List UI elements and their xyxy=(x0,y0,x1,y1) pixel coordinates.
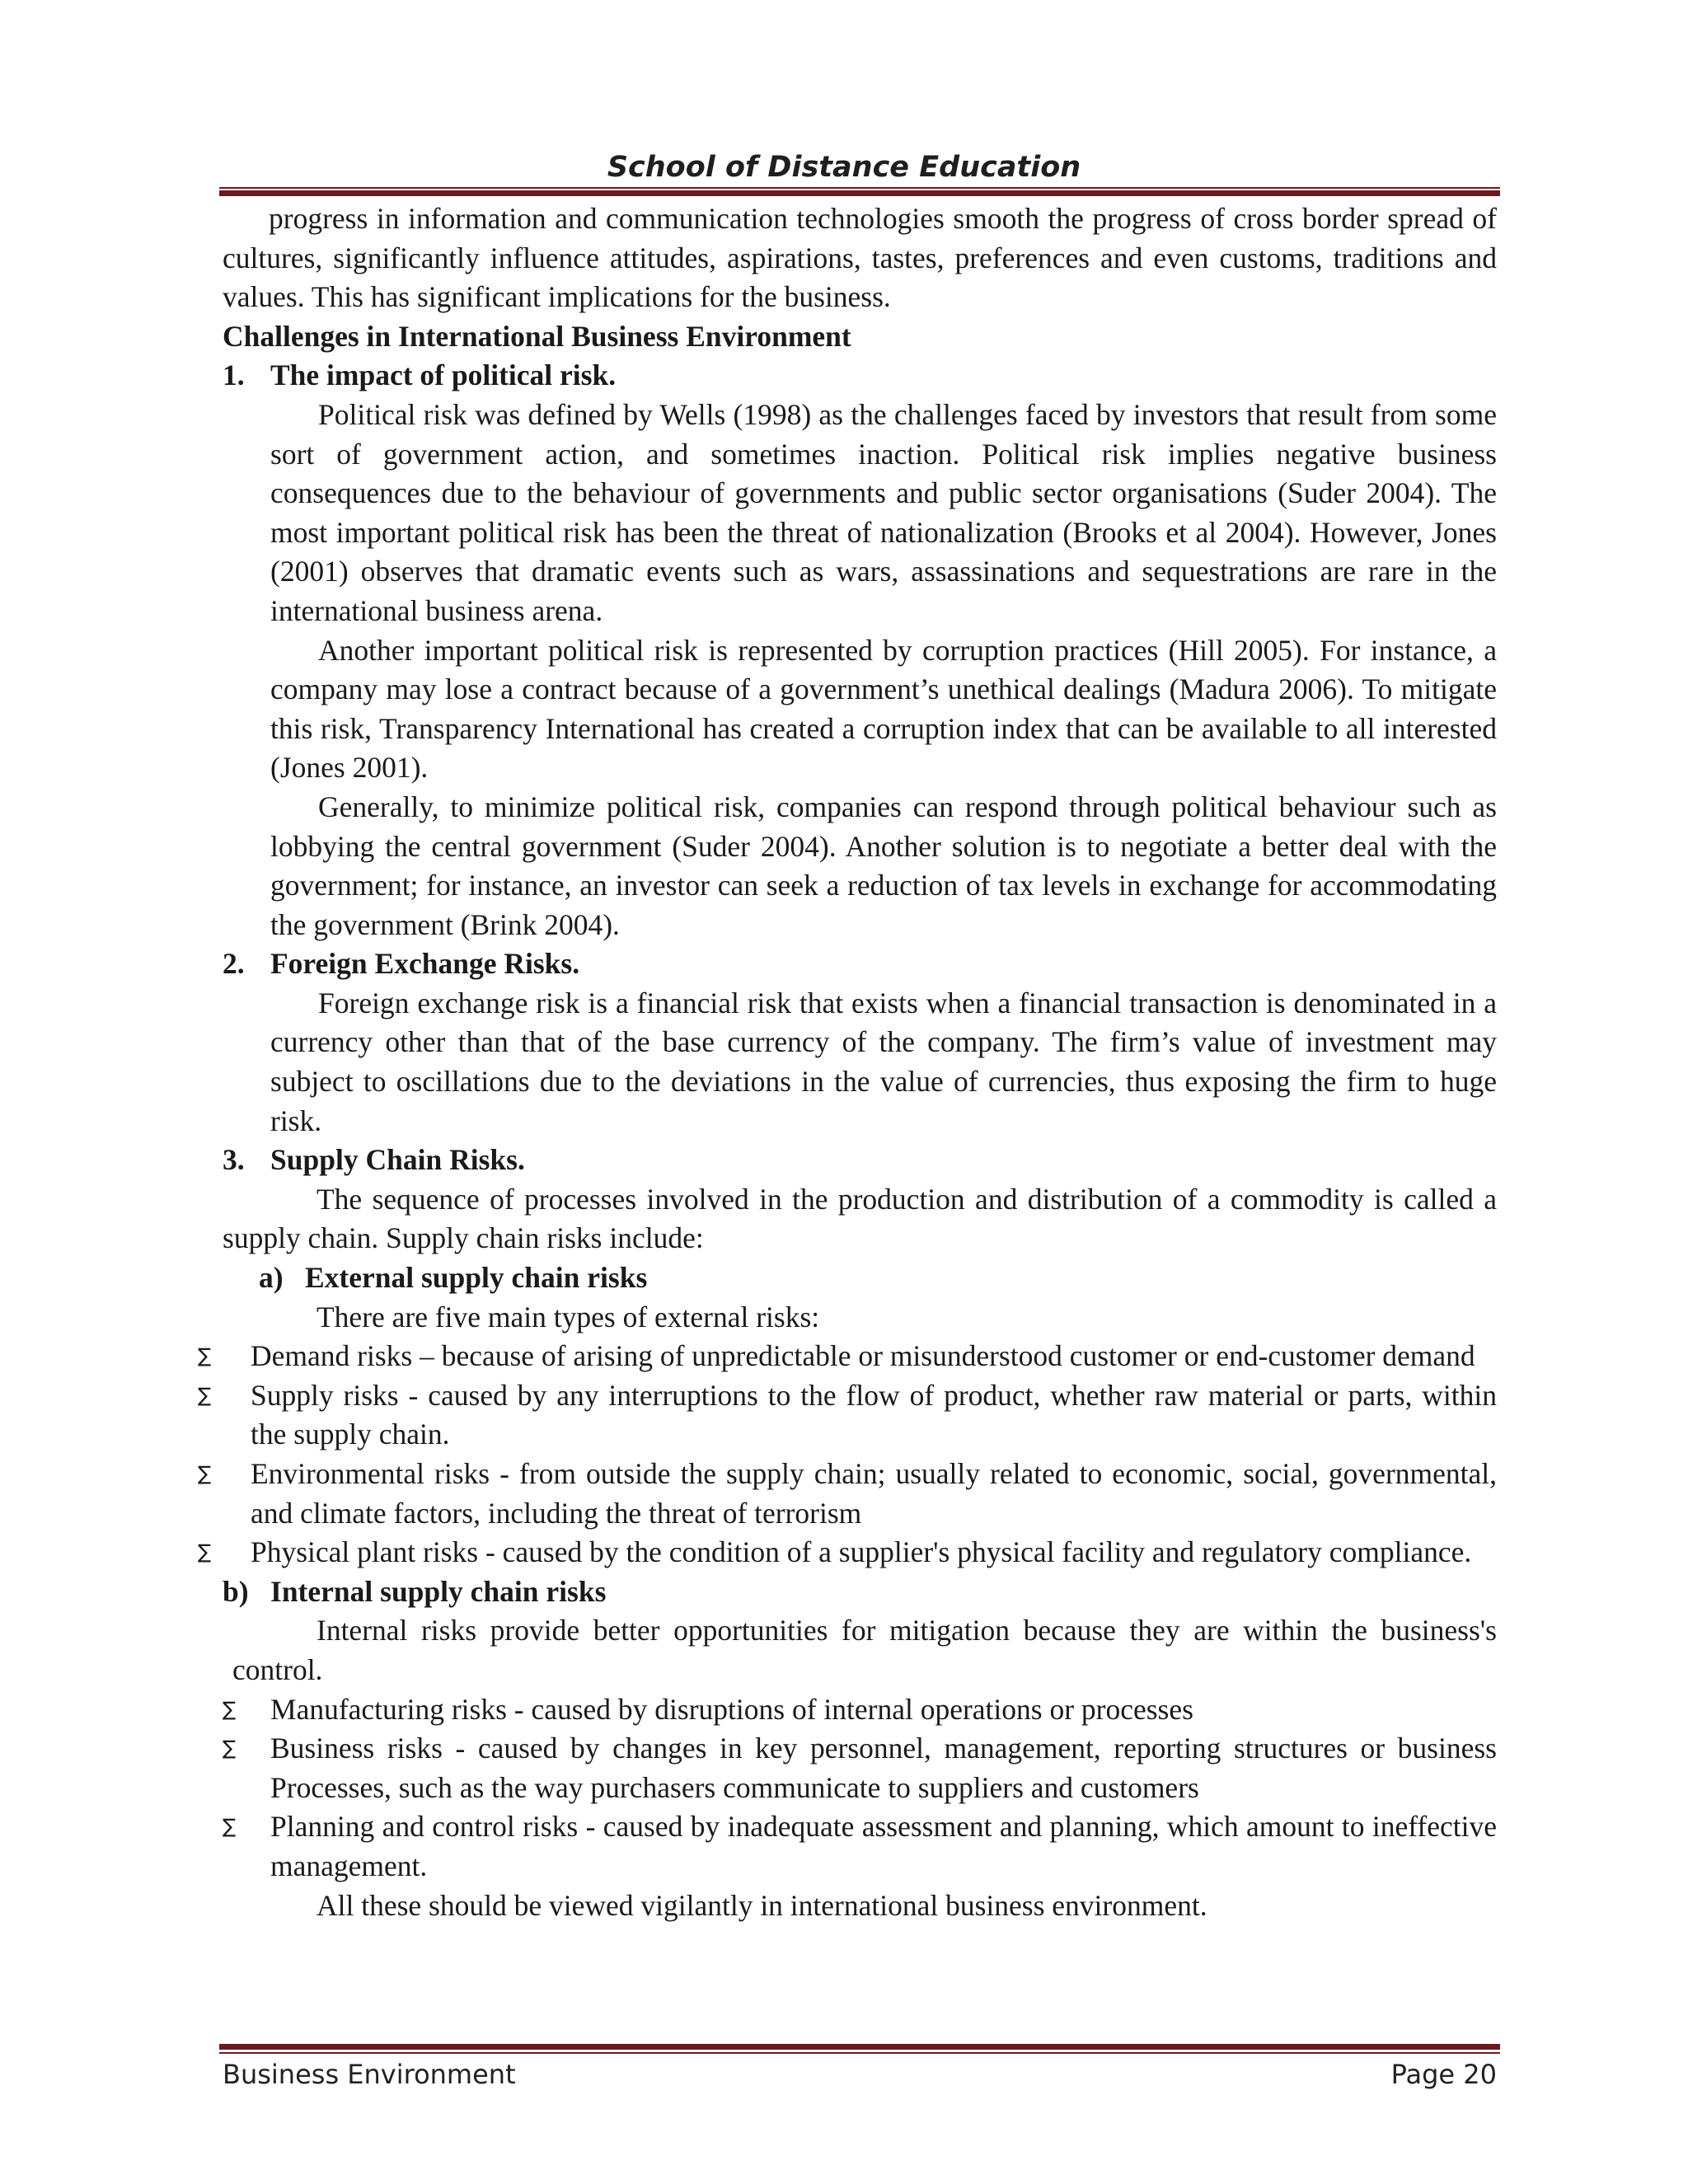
section-title: The impact of political risk. xyxy=(270,359,617,392)
section-number: 1. xyxy=(223,359,245,392)
section-1-heading xyxy=(223,356,1497,396)
subsection-title: Internal supply chain risks xyxy=(270,1574,607,1608)
sigma-bullet-icon: ∑ xyxy=(198,1540,212,1564)
section-2-body xyxy=(223,984,1497,1141)
footer-course-title: Business Environment xyxy=(223,2059,516,2090)
bullet-item xyxy=(198,1376,1497,1455)
subsection-b-heading xyxy=(223,1572,1497,1612)
bullet-item xyxy=(223,1729,1497,1807)
bullet-text: Environmental risks - from outside the supply chain; usually related to economic, social, governmental, and climate factors, including the threat of terrorism xyxy=(251,1457,1497,1530)
page-footer xyxy=(223,2057,1497,2092)
header-rule-thin xyxy=(219,187,1500,189)
subsection-label: b) xyxy=(223,1574,249,1608)
section-3-heading xyxy=(223,1141,1497,1180)
section-1-body xyxy=(223,396,1497,944)
bullet-text: Supply risks - caused by any interruptions to the flow of product, whether raw material or parts, within the supply chain. xyxy=(251,1378,1497,1451)
sigma-bullet-icon: ∑ xyxy=(223,1736,237,1760)
sigma-bullet-icon: ∑ xyxy=(198,1344,212,1368)
section-heading: Challenges in International Business Environment xyxy=(223,319,851,353)
bullet-text: Business risks - caused by changes in key personnel, management, reporting structures or business Processes, such as the way purchasers communicate to suppliers and customers xyxy=(270,1732,1497,1804)
paragraph: The sequence of processes involved in the production and distribution of a commodity is called a supply chain. Supply chain risks include: xyxy=(223,1182,1497,1255)
bullet-text: Demand risks – because of arising of unpredictable or misunderstood customer or end-customer demand xyxy=(251,1339,1475,1373)
section-title: Foreign Exchange Risks. xyxy=(270,947,580,981)
bullet-item xyxy=(198,1455,1497,1533)
section-number: 2. xyxy=(223,947,245,981)
bullet-text: Planning and control risks - caused by inadequate assessment and planning, which amount to ineffective management. xyxy=(270,1810,1497,1882)
subsection-title: External supply chain risks xyxy=(305,1261,648,1295)
footer-page-number: Page 20 xyxy=(1390,2059,1497,2090)
sigma-bullet-icon: ∑ xyxy=(223,1697,237,1721)
subsection-a-heading xyxy=(223,1258,1497,1298)
section-number: 3. xyxy=(223,1143,245,1177)
subsection-intro: There are five main types of external risks: xyxy=(316,1300,820,1333)
section-title: Supply Chain Risks. xyxy=(270,1143,525,1177)
footer-rule-thick xyxy=(219,2044,1500,2050)
paragraph: Another important political risk is represented by corruption practices (Hill 2005). For instance, a company may lose a contract because of a government’s unethical dealings (Madura 2006). To mitigate this risk, Transparency International has created a corruption index that can be available to all interested (Jones 2001). xyxy=(270,633,1497,785)
paragraph: Political risk was defined by Wells (1998) as the challenges faced by investors that result from some sort of government action, and sometimes inaction. Political risk implies negative business consequences due to the behaviour of governments and public sector organisations (Suder 2004). The most important political risk has been the threat of nationalization (Brooks et al 2004). However, Jones (2001) observes that dramatic events such as wars, assassinations and sequestrations are rare in the international business arena. xyxy=(270,397,1497,627)
subsection-intro: Internal risks provide better opportunities for mitigation because they are within the business's control. xyxy=(232,1614,1497,1686)
bullet-item xyxy=(198,1337,1497,1376)
paragraph: Foreign exchange risk is a financial risk that exists when a financial transaction is denominated in a currency other than that of the base currency of the company. The firm’s value of investment may subject to oscillations due to the deviations in the value of currencies, thus exposing the firm to huge risk. xyxy=(270,986,1497,1137)
sigma-bullet-icon: ∑ xyxy=(198,1462,212,1485)
page-header-title: School of Distance Education xyxy=(607,151,1081,184)
subsection-label: a) xyxy=(259,1261,284,1295)
paragraph: Generally, to minimize political risk, companies can respond through political behaviour such as lobbying the central government (Suder 2004). Another solution is to negotiate a better deal with the government; for instance, an investor can seek a reduction of tax levels in exchange for accommodating the government (Brink 2004). xyxy=(270,790,1497,941)
page-body xyxy=(198,199,1497,1925)
sigma-bullet-icon: ∑ xyxy=(198,1383,212,1407)
sigma-bullet-icon: ∑ xyxy=(223,1815,237,1839)
bullet-item xyxy=(198,1533,1497,1572)
bullet-text: Manufacturing risks - caused by disruptions of internal operations or processes xyxy=(270,1692,1193,1726)
bullet-text: Physical plant risks - caused by the condition of a supplier's physical facility and regulatory compliance. xyxy=(251,1535,1472,1569)
intro-paragraph: progress in information and communication technologies smooth the progress of cross border spread of cultures, significantly influence attitudes, aspirations, tastes, preferences and even customs, traditions and values. This has significant implications for the business. xyxy=(223,202,1497,314)
footer-rule-thin xyxy=(219,2052,1500,2054)
bullet-item xyxy=(223,1690,1497,1730)
bullet-item xyxy=(223,1807,1497,1886)
header-rule-thick xyxy=(219,190,1500,196)
closing-line: All these should be viewed vigilantly in international business environment. xyxy=(316,1888,1207,1922)
section-2-heading xyxy=(223,944,1497,984)
